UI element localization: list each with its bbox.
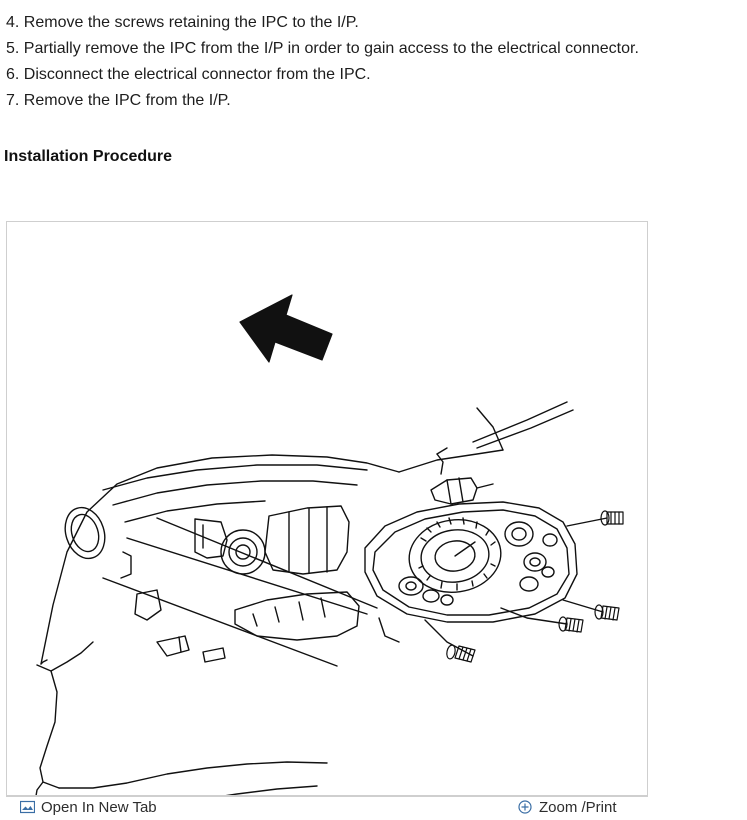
instrument-panel-diagram (7, 222, 647, 795)
list-item: 4. Remove the screws retaining the IPC to the I/P. (6, 14, 359, 31)
zoom-print-label: Zoom /Print (539, 799, 617, 816)
list-item: 7. Remove the IPC from the I/P. (6, 92, 231, 109)
figure-container[interactable] (6, 221, 648, 796)
open-in-new-tab-button[interactable] (20, 799, 157, 816)
procedure-steps (6, 10, 726, 114)
list-item: 6. Disconnect the electrical connector from the IPC. (6, 66, 371, 83)
list-item: 5. Partially remove the IPC from the I/P in order to gain access to the electrical connector. (6, 40, 639, 57)
open-in-new-tab-label: Open In New Tab (41, 799, 157, 816)
zoom-print-button[interactable] (518, 799, 617, 816)
figure-toolbar (6, 796, 648, 818)
zoom-in-icon (518, 800, 533, 815)
image-icon (20, 800, 35, 815)
section-heading: Installation Procedure (4, 148, 173, 165)
